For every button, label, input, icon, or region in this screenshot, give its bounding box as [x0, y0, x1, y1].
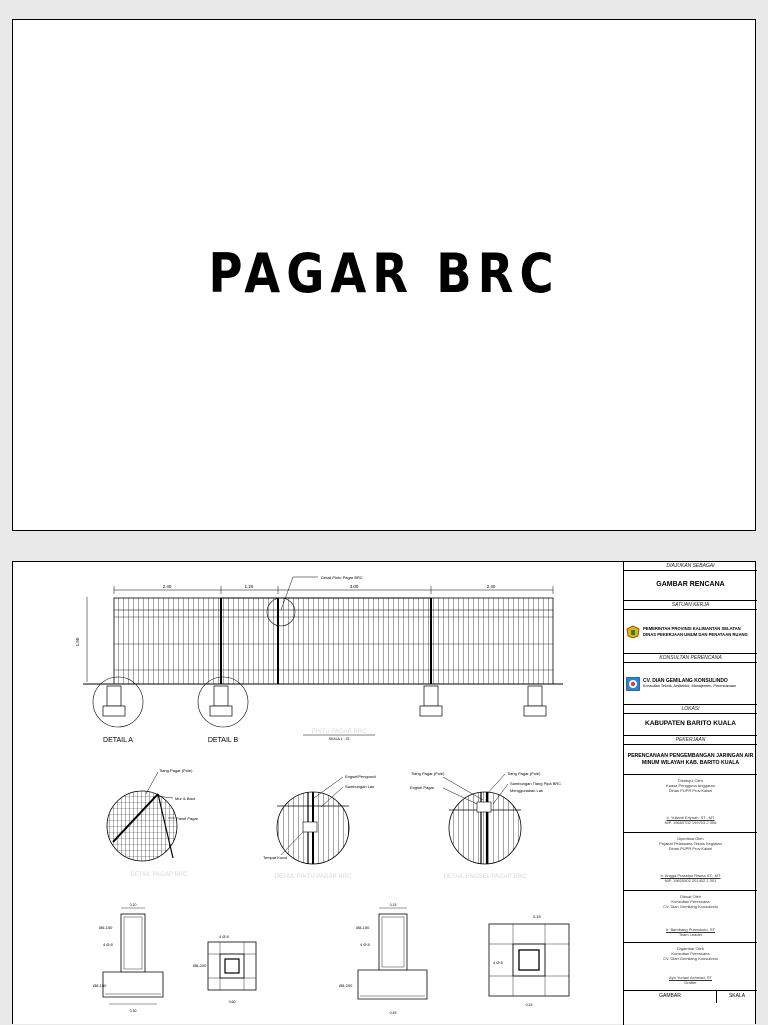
- fd-3: 0.15: [389, 903, 397, 907]
- d1-caption: DETAIL PAGAR BRC: [130, 872, 188, 878]
- tb-gambar-rencana: GAMBAR RENCANA: [624, 571, 757, 601]
- sig4-role: Digambar Oleh: [677, 946, 704, 951]
- d1-label-0: Tiang Pagar (Pole): [159, 768, 193, 773]
- main-scale: SKALA 1 : 25: [328, 737, 350, 741]
- d3-label-1: Tiang Pagar (Pole): [411, 771, 445, 776]
- d3-caption: DETAIL ENGSEL PAGAR BRC: [443, 874, 527, 880]
- footing-section-a: [103, 908, 163, 1004]
- tb-pemprov-line1: PEMERINTAH PROVINSI KALIMANTAN SELATAN: [643, 626, 741, 632]
- fl-6: 4 Ø 8: [360, 942, 370, 947]
- fl-2: Ø8-150: [93, 983, 107, 988]
- tb-sig-4: [624, 943, 757, 991]
- sig2-title1: Pejabat Pelaksana Teknis Kegiatan: [659, 841, 722, 846]
- sig4-title2: CV. Dian Gemilang Konsulindo: [663, 956, 718, 961]
- sig3-name: Ir. Bambang Purwokoto, ST: [666, 927, 715, 932]
- sig2-nip: NIP. 19820502 201402 1 001: [664, 878, 717, 883]
- fl-9: 4 Ø 8: [493, 960, 503, 965]
- cover-title: PAGAR BRC: [208, 242, 560, 305]
- dim-left: 2.40: [162, 584, 172, 589]
- dim-gate-small: 1.20: [244, 584, 254, 589]
- tb-konsultan-name: CV. DIAN GEMILANG KONSULINDO: [643, 678, 728, 684]
- tb-satuan-kerja: [624, 610, 757, 654]
- d2-label-0: Engsel/Penguncii: [345, 774, 376, 779]
- fl-7: Ø8-200: [339, 983, 353, 988]
- fl-4: Ø8-200: [193, 963, 207, 968]
- fd-4: 0.45: [389, 1011, 397, 1015]
- tb-gambar-col: GAMBAR: [624, 991, 717, 1003]
- dim-right: 2.40: [486, 584, 496, 589]
- fence-footings: [103, 686, 546, 716]
- fl-5: Ø8-150: [356, 925, 370, 930]
- konsultan-logo-icon: [626, 677, 640, 691]
- tb-lokasi-label: LOKASI: [624, 705, 757, 714]
- tb-footer: [624, 991, 757, 1003]
- fl-1: 4 Ø 8: [103, 942, 113, 947]
- callout-detail-pintu: Detail Pintu Pagar BRC: [321, 575, 363, 580]
- sig3-title1: Konsultan Perencana: [671, 899, 710, 904]
- detail-b-label: DETAIL B: [207, 737, 239, 744]
- fd-0: 0.20: [129, 903, 137, 907]
- sig3-title2: CV. Dian Gemilang Konsulindo: [663, 904, 718, 909]
- tb-sig-2: [624, 833, 757, 891]
- tb-satuan-kerja-label: SATUAN KERJA: [624, 601, 757, 610]
- detail-pagar-brc: [107, 772, 177, 861]
- dim-gate-main: 3.00: [349, 584, 359, 589]
- tb-sig-1: [624, 775, 757, 833]
- tb-pekerjaan: PERENCANAAN PENGEMBANGAN JARINGAN AIR MINUM WILAYAH KAB. BARITO KUALA: [624, 745, 757, 775]
- sig2-title2: Dinas PUPR Prov.Kalsel: [668, 846, 713, 851]
- footing-section-b: [358, 908, 427, 999]
- tb-sig-3: [624, 891, 757, 943]
- d2-caption: DETAIL PINTU PAGAR BRC: [274, 874, 352, 880]
- sig1-title1: Kuasa Pengguna Anggaran: [666, 783, 715, 788]
- sig4-title1: Konsultan Perencana: [671, 951, 710, 956]
- fl-8: 0.15: [533, 914, 541, 919]
- tb-lokasi: KABUPATEN BARITO KUALA: [624, 714, 757, 736]
- tb-pekerjaan-label: PEKERJAAN: [624, 736, 757, 745]
- d3-label-2: Sambungan Tiang Pipa BRC: [510, 781, 562, 786]
- fence-elevation: [83, 598, 563, 684]
- d3-label-4: Menggunakan Las: [510, 788, 543, 793]
- d3-label-0: Tiang Pagar (Pole): [507, 771, 541, 776]
- fl-0: Ø6-150: [99, 925, 113, 930]
- fd-2: 0.60: [228, 1000, 236, 1004]
- technical-drawing: [13, 562, 623, 1025]
- sig4-name: Ayu Yuriani Achmad, ST: [669, 975, 712, 980]
- sig1-role: Disetujui Oleh: [678, 778, 703, 783]
- tb-diajukan-label: DIAJUKAN SEBAGAI: [624, 562, 757, 571]
- detail-pintu-pagar-brc: [277, 777, 349, 864]
- sig3-role: Dibuat Oleh: [679, 894, 702, 899]
- sig4-nip: Drafter: [684, 980, 697, 985]
- d3-label-3: Engsel Pagar: [410, 785, 435, 790]
- d1-label-2: Panel Pagar: [176, 816, 199, 821]
- sig3-nip: Team Leader: [678, 932, 703, 937]
- fd-1: 0.30: [129, 1009, 137, 1013]
- sig1-name: Ir. Yulianti Erlynah, ST., MT: [666, 815, 715, 820]
- main-caption: PINTU PAGAR BRC: [311, 729, 367, 735]
- pemprov-logo-icon: [626, 625, 640, 639]
- fd-5: 0.15: [525, 1003, 533, 1007]
- tb-konsultan: [624, 663, 757, 705]
- cover-sheet: [12, 19, 756, 531]
- drawing-sheet: [12, 561, 756, 1024]
- dim-height: 1.50: [75, 637, 80, 647]
- detail-a-label: DETAIL A: [103, 737, 133, 744]
- sig2-role: Diperiksa Oleh: [677, 836, 704, 841]
- tb-konsultan-label: KONSULTAN PERENCANA: [624, 654, 757, 663]
- drawing-area: [13, 562, 623, 1025]
- tb-pemprov-line2: DINAS PEKERJAAN UMUM DAN PENATAAN RUANG: [643, 631, 748, 637]
- tb-skala-col: SKALA: [728, 993, 746, 999]
- title-block: [623, 562, 757, 1025]
- fl-3: 4 Ø 8: [219, 934, 229, 939]
- d2-label-1: Sambungan Las: [345, 784, 375, 789]
- d2-label-2: Tempat Kunci: [263, 855, 288, 860]
- sig1-title2: Dinas PUPR Prov.Kalsel: [668, 788, 713, 793]
- footing-plan-a: [208, 942, 256, 990]
- sig1-nip: NIP. 19680702 199703 2 006: [664, 820, 717, 825]
- d1-label-1: Mur & Baut: [175, 796, 196, 801]
- sig2-name: Ir. Angga Prasetyo Risma ST., MT: [660, 873, 721, 878]
- tb-konsultan-sub: Konsultan Teknik, Arsitektur, Manajemen, Perencanaan: [643, 684, 737, 689]
